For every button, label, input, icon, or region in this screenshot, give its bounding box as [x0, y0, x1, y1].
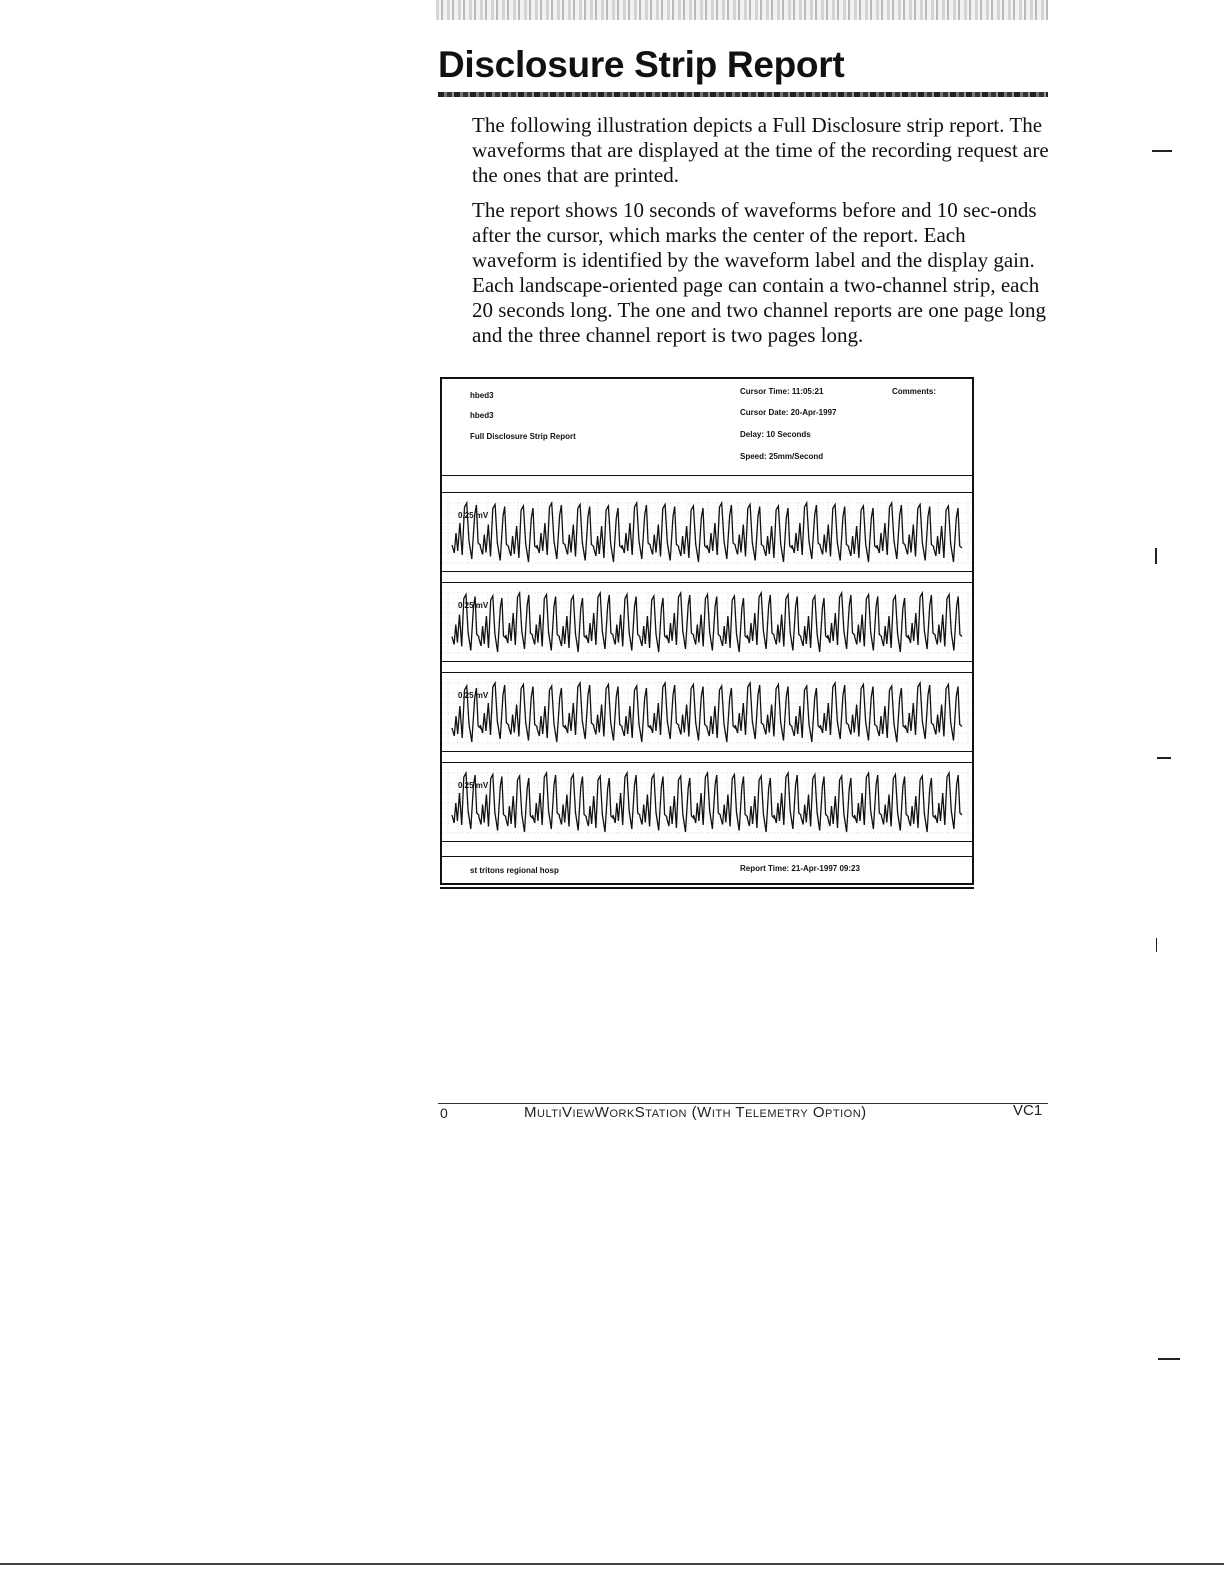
section-code: VC1: [1013, 1102, 1043, 1119]
waveform-strip-3: [442, 672, 972, 752]
report-header: [442, 379, 972, 476]
cursor-date: Cursor Date: 20-Apr-1997: [740, 408, 837, 417]
waveform-plot-3: [442, 673, 972, 751]
waveform-strip-1: [442, 492, 972, 572]
paragraph-intro: The following illustration depicts a Full Disclosure strip report. The waveforms that are displayed at the time of the recording request are the ones that are printed.: [472, 113, 1049, 187]
strip-gain-label: 0.25 mV: [458, 601, 489, 610]
margin-mark: [1155, 548, 1157, 564]
margin-mark: [1157, 757, 1171, 759]
margin-mark: [1158, 1358, 1180, 1360]
strip-gain-label: 0.25 mV: [458, 781, 489, 790]
margin-mark: [1156, 938, 1157, 952]
waveform-strip-4: [442, 762, 972, 842]
running-footer-title: MultiViewWorkStation (With Telemetry Option): [524, 1104, 867, 1121]
hospital-name: st tritons regional hosp: [470, 866, 559, 875]
speed-value: Speed: 25mm/Second: [740, 452, 824, 461]
strip-gain-label: 0.25 mV: [458, 691, 489, 700]
scan-edge-rule: [0, 1563, 1224, 1565]
waveform-strip-2: [442, 582, 972, 662]
margin-mark: [1152, 150, 1172, 152]
paragraph-details: The report shows 10 seconds of waveforms before and 10 sec-onds after the cursor, which marks the center of the report. Each waveform is identified by the waveform label and the display gain. Each landscape-oriented page can contain a two-channel strip, each 20 seconds long. The one and two channel reports are one page long and the three channel report is two pages long.: [472, 198, 1047, 347]
report-unit-label: hbed3: [470, 391, 494, 400]
comments-label: Comments:: [892, 387, 937, 396]
title-rule: [438, 92, 1048, 97]
waveform-plot-1: [442, 493, 972, 571]
page-number: 0: [440, 1105, 448, 1121]
delay-value: Delay: 10 Seconds: [740, 430, 811, 439]
waveform-plot-2: [442, 583, 972, 661]
waveform-plot-4: [442, 763, 972, 841]
strip-gain-label: 0.25 mV: [458, 511, 489, 520]
page-title: Disclosure Strip Report: [438, 44, 845, 85]
scan-header-band: [436, 0, 1048, 20]
report-footer: [442, 856, 972, 883]
report-type-label: Full Disclosure Strip Report: [470, 432, 576, 441]
report-time: Report Time: 21-Apr-1997 09:23: [740, 864, 860, 873]
report-bed-label: hbed3: [470, 411, 494, 420]
cursor-time: Cursor Time: 11:05:21: [740, 387, 824, 396]
strip-report-figure: [440, 377, 974, 885]
